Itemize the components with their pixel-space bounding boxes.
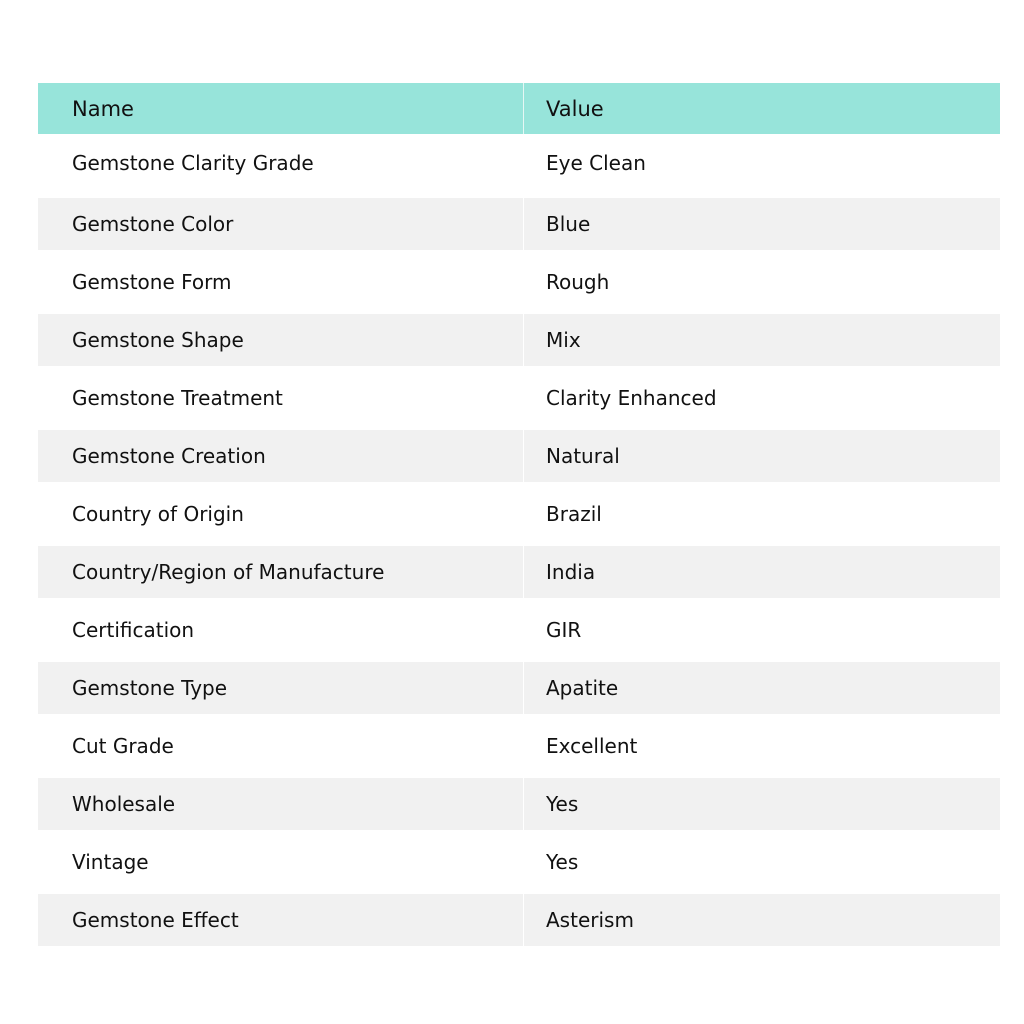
table-row: [38, 546, 1000, 598]
table-row: [38, 778, 1000, 830]
table-row: [38, 488, 1000, 540]
row-name-cell: Wholesale: [72, 792, 176, 816]
row-name-cell: Vintage: [72, 850, 149, 874]
row-value-cell: Eye Clean: [546, 151, 646, 175]
table-row: [38, 256, 1000, 308]
table-row: [38, 894, 1000, 946]
row-value-cell: Blue: [546, 212, 591, 236]
item-specifics-table: [38, 83, 1000, 946]
row-value-cell: GIR: [546, 618, 582, 642]
row-value-cell: Apatite: [546, 676, 619, 700]
column-header-name: Name: [72, 96, 134, 121]
row-value-cell: Rough: [546, 270, 610, 294]
row-value-cell: Mix: [546, 328, 581, 352]
row-name-cell: Gemstone Shape: [72, 328, 244, 352]
row-value-cell: India: [546, 560, 596, 584]
row-name-cell: Cut Grade: [72, 734, 174, 758]
row-name-cell: Gemstone Form: [72, 270, 232, 294]
row-value-cell: Asterism: [546, 908, 634, 932]
row-name-cell: Gemstone Treatment: [72, 386, 283, 410]
table-body: [38, 134, 1000, 946]
table-row: [38, 134, 1000, 192]
row-name-cell: Gemstone Type: [72, 676, 228, 700]
row-name-cell: Gemstone Clarity Grade: [72, 151, 314, 175]
table-row: [38, 720, 1000, 772]
row-name-cell: Country of Origin: [72, 502, 244, 526]
row-value-cell: Clarity Enhanced: [546, 386, 717, 410]
row-value-cell: Excellent: [546, 734, 638, 758]
table-row: [38, 430, 1000, 482]
column-header-value: Value: [546, 96, 604, 121]
table-row: [38, 198, 1000, 250]
table-row: [38, 314, 1000, 366]
table-header-row: [38, 83, 1000, 134]
row-value-cell: Yes: [546, 792, 579, 816]
table-row: [38, 662, 1000, 714]
table-row: [38, 372, 1000, 424]
row-name-cell: Gemstone Creation: [72, 444, 266, 468]
row-value-cell: Brazil: [546, 502, 602, 526]
row-value-cell: Natural: [546, 444, 620, 468]
row-name-cell: Certification: [72, 618, 195, 642]
row-value-cell: Yes: [546, 850, 579, 874]
row-name-cell: Country/Region of Manufacture: [72, 560, 385, 584]
row-name-cell: Gemstone Effect: [72, 908, 239, 932]
row-name-cell: Gemstone Color: [72, 212, 234, 236]
table-row: [38, 604, 1000, 656]
table-row: [38, 836, 1000, 888]
